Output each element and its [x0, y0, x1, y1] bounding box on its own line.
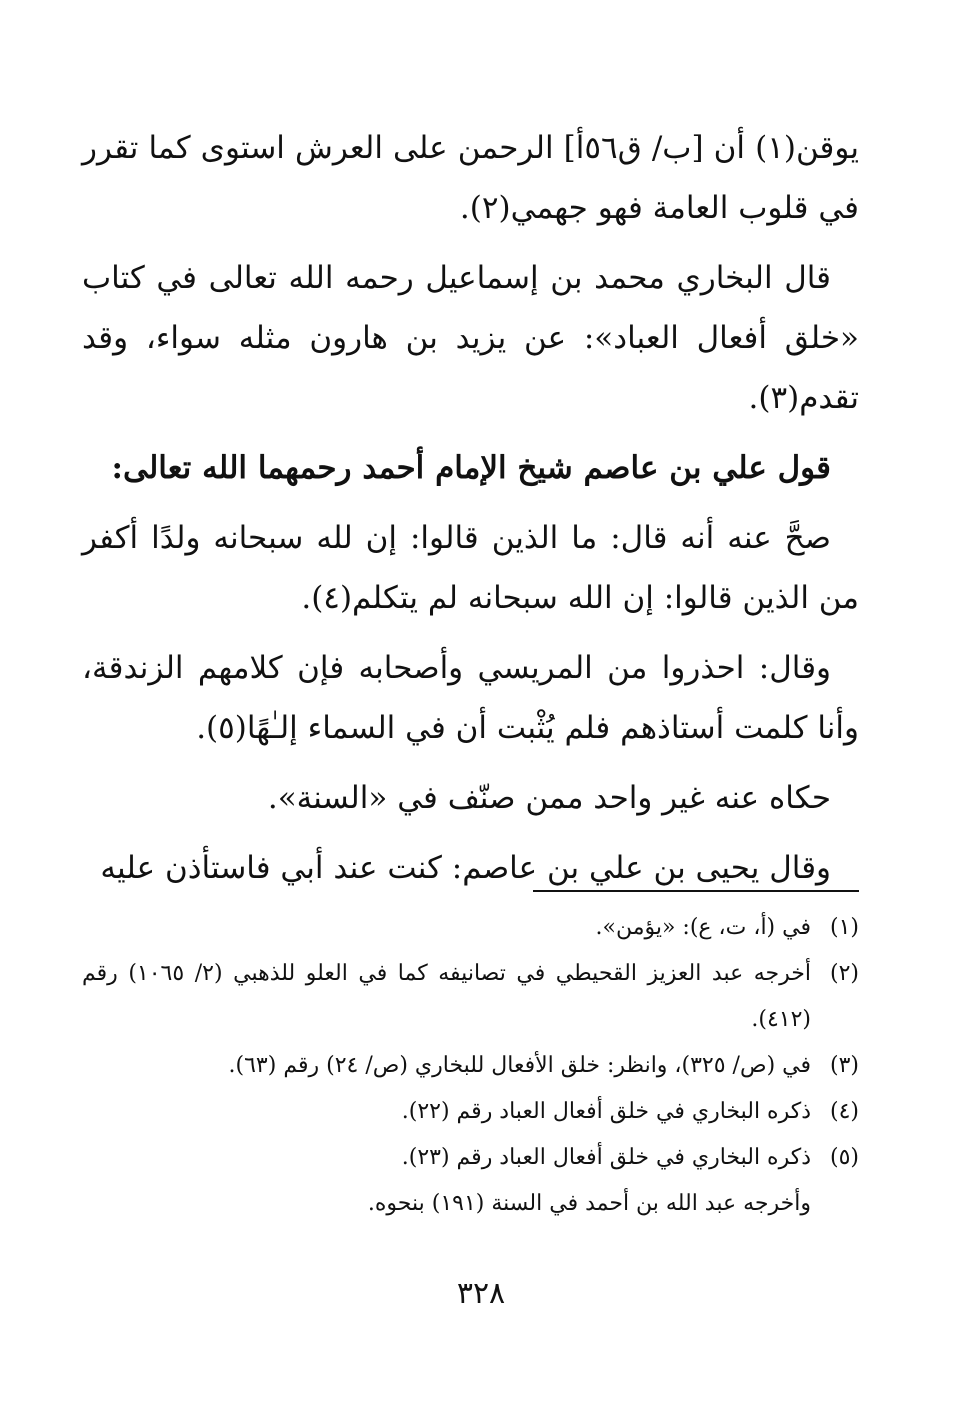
paragraph-4: وقال: احذروا من المريسي وأصحابه فإن كلامهم الزندقة، وأنا كلمت أستاذهم فلم يُثْبت أن في السماء إلـٰهًا(٥). [82, 650, 859, 746]
footnote-text: أخرجه عبد العزيز القحيطي في تصانيفه كما في العلو للذهبي (٢/ ١٠٦٥) رقم (٤١٢). [82, 961, 812, 1032]
footnote-number: (٣) [829, 1053, 859, 1078]
paragraph-6: وقال يحيى بن علي بن عاصم: كنت عند أبي فاستأذن عليه [100, 850, 831, 886]
footnote-4 [82, 1089, 859, 1135]
footnote-text: ذكره البخاري في خلق أفعال العباد رقم (٢٢). [401, 1099, 811, 1124]
footnote-number: (١) [829, 915, 859, 940]
paragraph-1: يوقن(١) أن [ب/ ق٥٦أ] الرحمن على العرش استوى كما تقرر في قلوب العامة فهو جهمي(٢). [82, 130, 860, 226]
footnote-number: (٤) [829, 1099, 859, 1124]
footnote-number: (٥) [829, 1145, 859, 1170]
footnote-1 [82, 905, 859, 951]
footnote-text: ذكره البخاري في خلق أفعال العباد رقم (٢٣). [401, 1145, 811, 1170]
main-text [82, 118, 859, 908]
footnote-text: في (أ، ت، ع): «يؤمن». [595, 915, 811, 940]
footnote-3 [82, 1043, 859, 1089]
section-heading: قول علي بن عاصم شيخ الإمام أحمد رحمهما الله تعالى: [111, 450, 831, 486]
footnote-number: (٢) [829, 961, 859, 986]
footnote-text: في (ص/ ٣٢٥)، وانظر: خلق الأفعال للبخاري (ص/ ٢٤) رقم (٦٣). [228, 1053, 811, 1078]
paragraph-3: صحَّ عنه أنه قال: ما الذين قالوا: إن لله سبحانه ولدًا أكفر من الذين قالوا: إن الله سبحانه لم يتكلم(٤). [82, 520, 859, 616]
footnote-5 [82, 1135, 859, 1181]
paragraph-5: حكاه عنه غير واحد ممن صنّف في «السنة». [267, 780, 831, 816]
footnote-2 [82, 951, 859, 1043]
paragraph-2: قال البخاري محمد بن إسماعيل رحمه الله تعالى في كتاب «خلق أفعال العباد»: عن يزيد بن هارون مثله سواء، وقد تقدم(٣). [82, 260, 859, 416]
page-number: ٣٢٨ [456, 1276, 506, 1311]
footnote-continuation: وأخرجه عبد الله بن أحمد في السنة (١٩١) بنحوه. [367, 1191, 811, 1216]
footnotes [82, 905, 859, 1227]
footnote-separator [533, 890, 859, 892]
